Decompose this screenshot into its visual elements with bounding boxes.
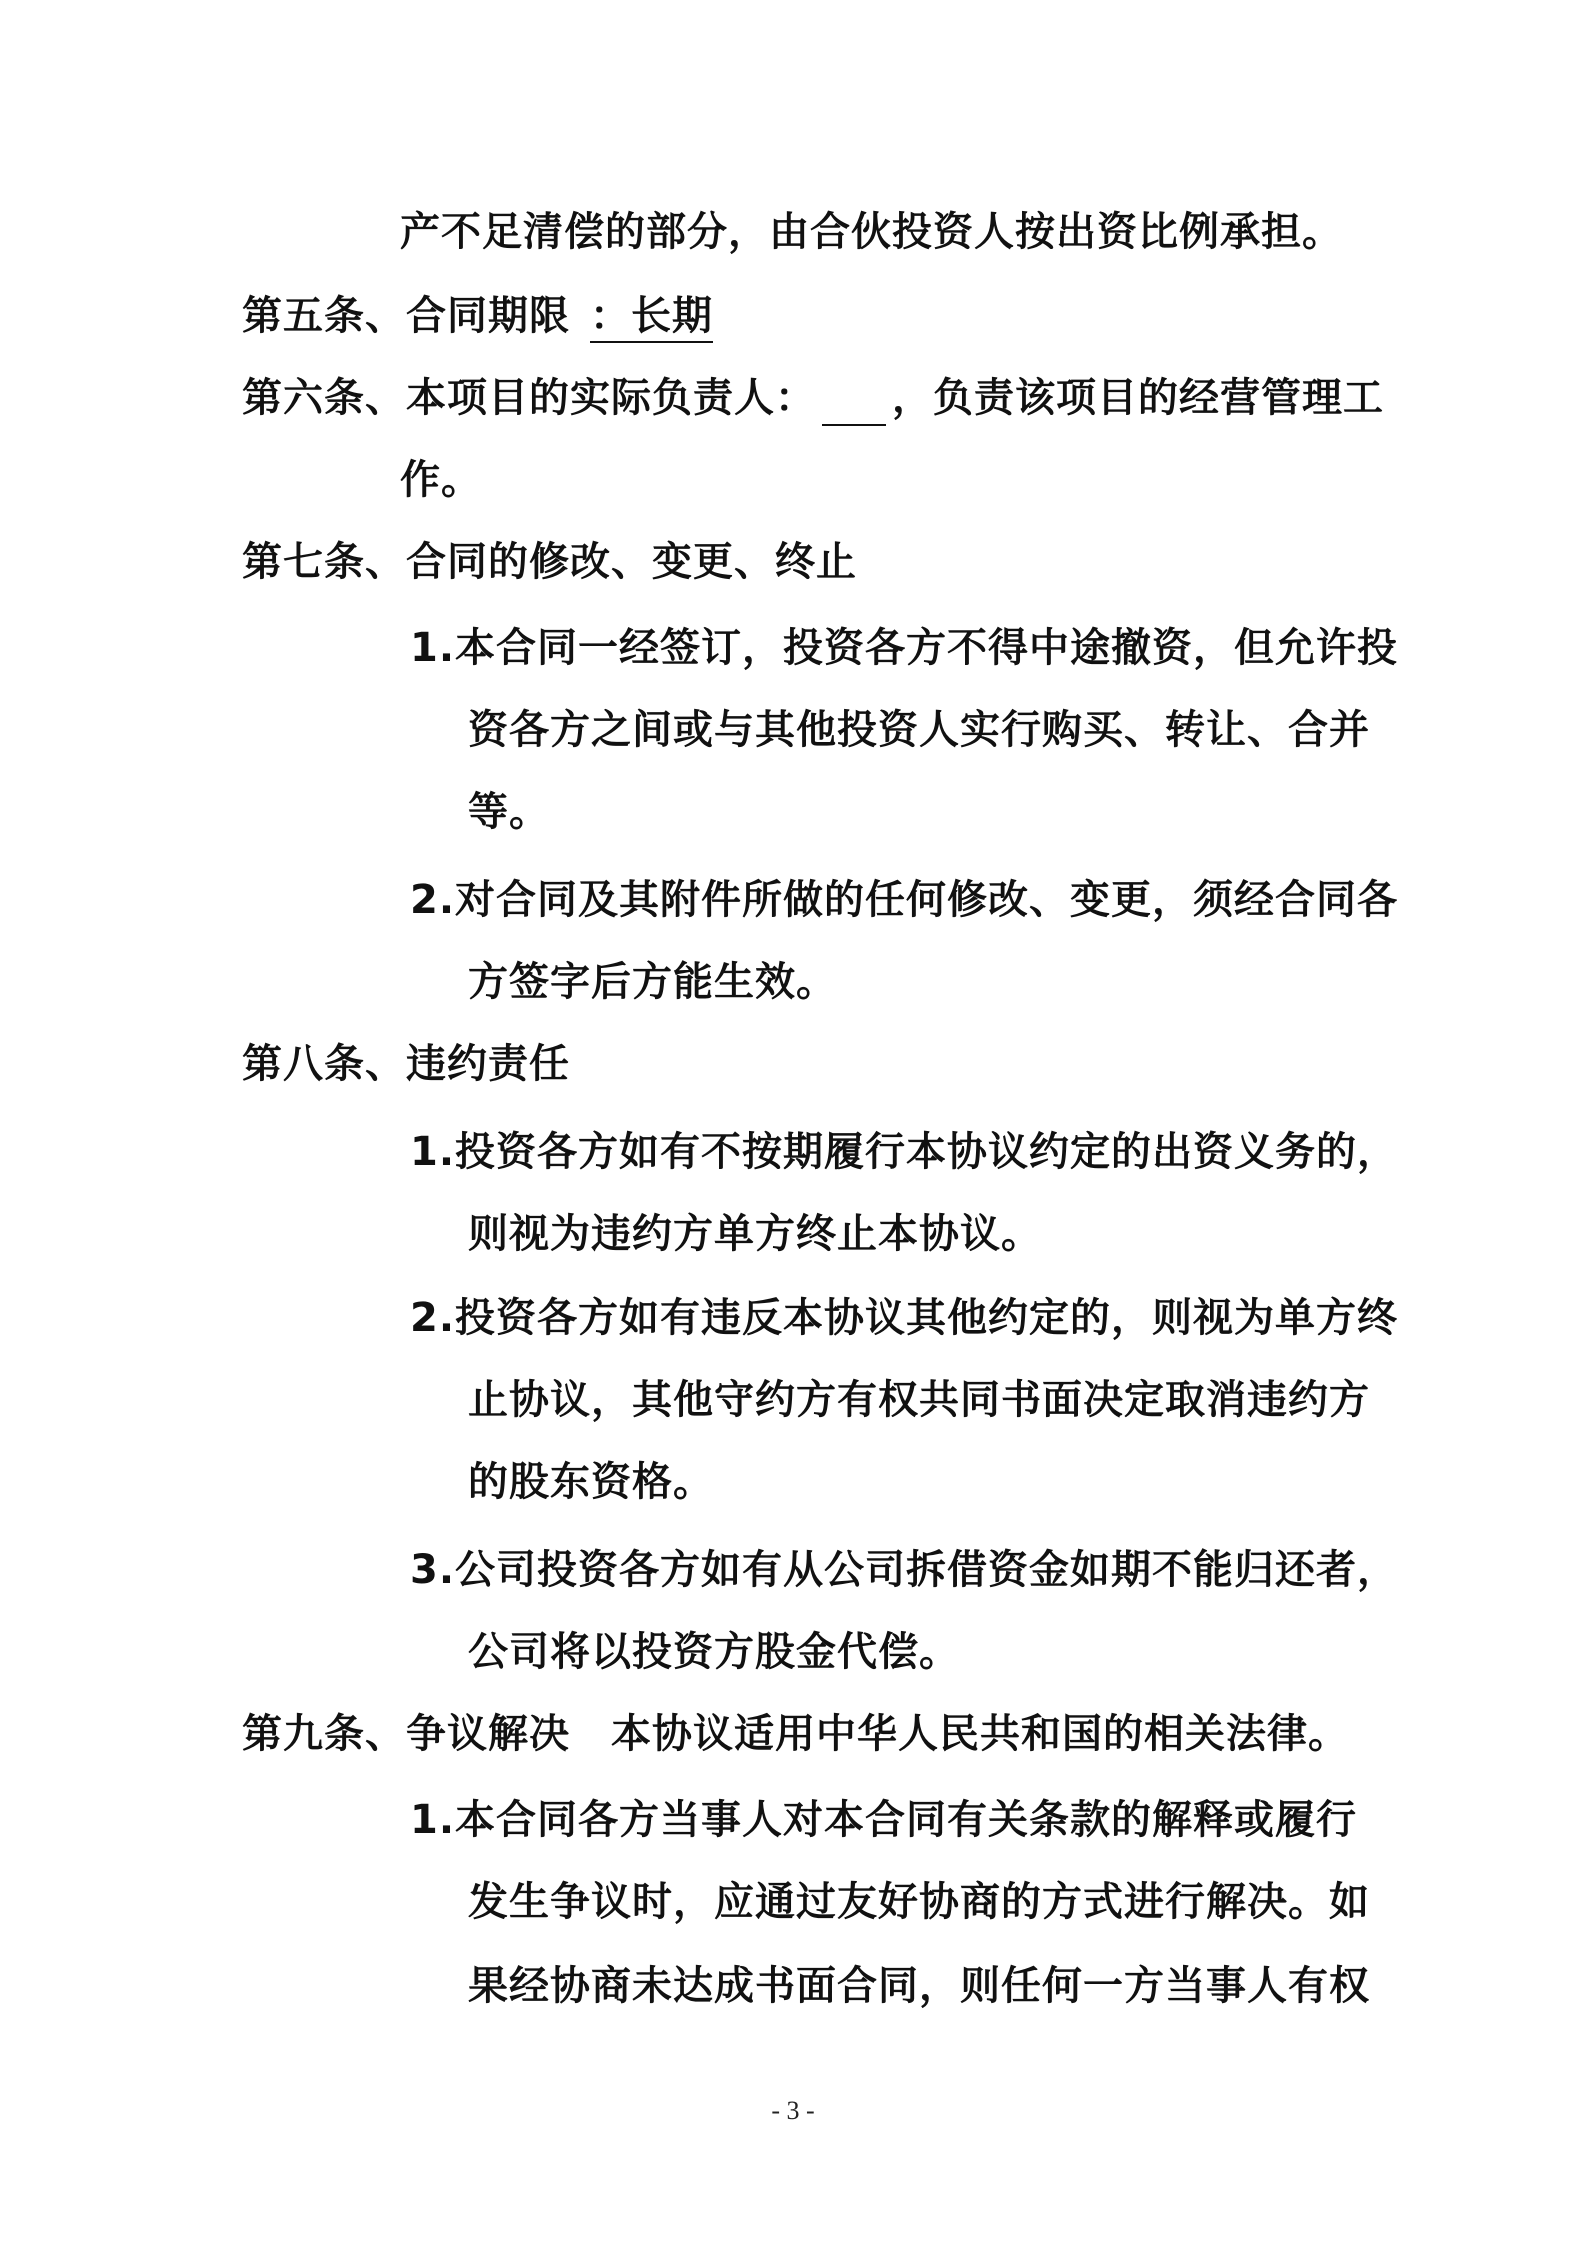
responsible-person-blank	[822, 380, 886, 426]
article-8-item-3-wrap: 公司将以投资方股金代偿。	[468, 1629, 960, 1675]
article-9-heading: 第九条、争议解决 本协议适用中华人民共和国的相关法律。	[242, 1711, 1349, 1757]
article-6-wrap: 作。	[400, 457, 482, 503]
article-5-label: 第五条、合同期限	[242, 293, 570, 339]
article-9-item-1-wrap: 发生争议时，应通过友好协商的方式进行解决。如	[468, 1879, 1370, 1925]
page-number: - 3 -	[771, 2096, 815, 2125]
article-7-item-1-wrap: 等。	[468, 789, 550, 835]
article-7-item-2-wrap: 方签字后方能生效。	[468, 959, 837, 1005]
article-8-item-3: 3.公司投资各方如有从公司拆借资金如期不能归还者，	[410, 1547, 1399, 1593]
article-8-item-2-wrap: 的股东资格。	[468, 1459, 714, 1505]
article-8-item-2-wrap: 止协议，其他守约方有权共同书面决定取消违约方	[468, 1377, 1370, 1423]
article-6-text-cont: ，负责该项目的经营管理工	[892, 375, 1384, 421]
article-8-item-1: 1.投资各方如有不按期履行本协议约定的出资义务的，	[410, 1129, 1399, 1175]
article-9-item-1-wrap: 果经协商未达成书面合同，则任何一方当事人有权	[468, 1963, 1370, 2009]
article-5	[242, 288, 713, 344]
article-8-item-2: 2.投资各方如有违反本协议其他约定的，则视为单方终	[410, 1295, 1399, 1341]
clause-continuation: 产不足清偿的部分，由合伙投资人按出资比例承担。	[400, 209, 1343, 255]
article-6-text: 第六条、本项目的实际负责人：	[242, 375, 816, 421]
article-7-heading: 第七条、合同的修改、变更、终止	[242, 539, 857, 585]
article-8-heading: 第八条、违约责任	[242, 1041, 570, 1087]
article-9-item-1: 1.本合同各方当事人对本合同有关条款的解释或履行	[410, 1797, 1358, 1843]
article-7-item-1-wrap: 资各方之间或与其他投资人实行购买、转让、合并	[468, 707, 1370, 753]
contract-term-value: ：长期	[590, 291, 713, 343]
article-6	[242, 370, 1384, 426]
article-7-item-1: 1.本合同一经签订，投资各方不得中途撤资，但允许投	[410, 625, 1399, 671]
article-8-item-1-wrap: 则视为违约方单方终止本协议。	[468, 1211, 1042, 1257]
article-7-item-2: 2.对合同及其附件所做的任何修改、变更，须经合同各	[410, 877, 1399, 923]
